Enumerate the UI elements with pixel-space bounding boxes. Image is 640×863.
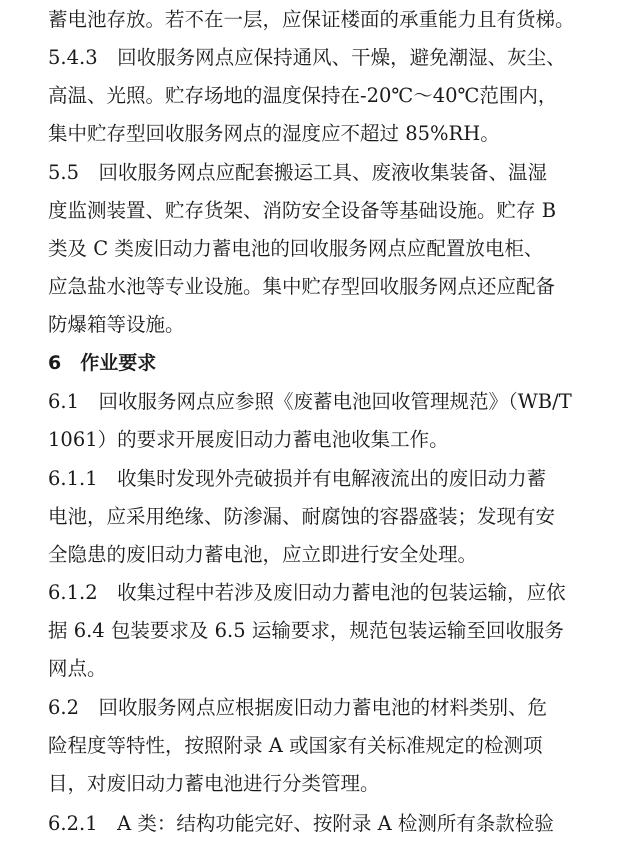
text-line: 5.4.3 回收服务网点应保持通风、干燥，避免潮湿、灰尘、 [48, 46, 566, 69]
text-line: 6.1.2 收集过程中若涉及废旧动力蓄电池的包装运输，应依 [48, 581, 566, 604]
text-line: 6.1 回收服务网点应参照《废蓄电池回收管理规范》（WB/T [48, 390, 572, 413]
text-line: 目，对废旧动力蓄电池进行分类管理。 [48, 772, 380, 795]
text-line: 电池，应采用绝缘、防渗漏、耐腐蚀的容器盛装；发现有安 [48, 505, 556, 528]
text-line: 6.2 回收服务网点应根据废旧动力蓄电池的材料类别、危 [48, 696, 548, 719]
text-line: 网点。 [48, 657, 107, 680]
text-line: 据 6.4 包装要求及 6.5 运输要求，规范包装运输至回收服务 [48, 619, 564, 642]
text-line: 防爆箱等设施。 [48, 313, 185, 336]
section-heading: 6 作业要求 [48, 352, 157, 374]
text-line: 蓄电池存放。若不在一层，应保证楼面的承重能力且有货梯。 [48, 8, 575, 31]
text-line: 1061）的要求开展废旧动力蓄电池收集工作。 [48, 428, 449, 451]
text-line: 险程度等特性，按照附录 A 或国家有关标准规定的检测项 [48, 734, 543, 757]
text-line: 6.1.1 收集时发现外壳破损并有电解液流出的废旧动力蓄 [48, 467, 547, 490]
text-line: 度监测装置、贮存货架、消防安全设备等基础设施。贮存 B [48, 199, 557, 222]
text-line: 类及 C 类废旧动力蓄电池的回收服务网点应配置放电柜、 [48, 237, 544, 260]
text-line: 集中贮存型回收服务网点的湿度应不超过 85%RH。 [48, 122, 500, 145]
text-line: 高温、光照。贮存场地的温度保持在-20℃～40℃范围内， [48, 84, 558, 107]
text-line: 5.5 回收服务网点应配套搬运工具、废液收集装备、温湿 [48, 161, 548, 184]
text-line: 应急盐水池等专业设施。集中贮存型回收服务网点还应配备 [48, 275, 556, 298]
text-line: 6.2.1 A 类：结构功能完好、按附录 A 检测所有条款检验 [48, 812, 554, 835]
text-line: 全隐患的废旧动力蓄电池，应立即进行安全处理。 [48, 543, 478, 566]
